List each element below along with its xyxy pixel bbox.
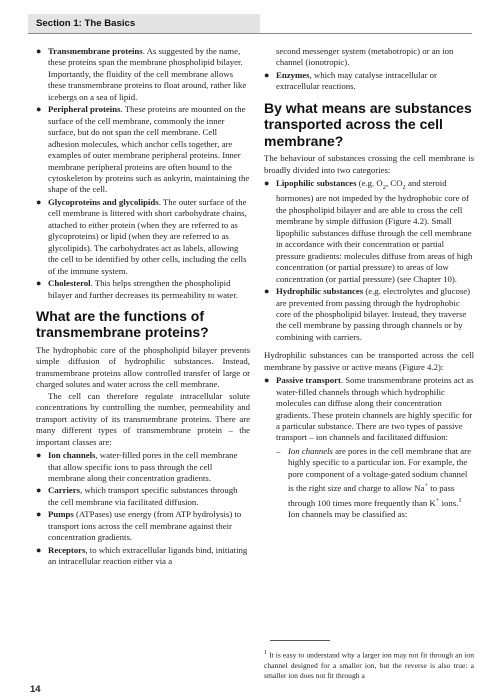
section-heading: By what means are substances transported across the cell membrane? bbox=[264, 99, 472, 149]
list-term: Transmembrane proteins bbox=[48, 46, 143, 56]
header-divider bbox=[28, 33, 472, 34]
list-term: Peripheral proteins bbox=[48, 104, 121, 115]
bullet-icon: ● bbox=[264, 286, 270, 297]
list-item bbox=[36, 485, 250, 508]
list-text: are pores in the cell membrane that are highly specific to a particular ion. For example, the pore component of a voltage-gated sodium channel is the right size and charge to allow Na bbox=[288, 445, 471, 494]
paragraph: The behaviour of substances crossing the cell membrane is broadly divided into two categories: bbox=[264, 153, 474, 175]
bullet-icon: ● bbox=[36, 544, 42, 555]
list-term: Carriers bbox=[48, 485, 81, 496]
list-term: Ion channels bbox=[48, 450, 96, 461]
list-text: and steroid hormones) are not impeded by the hydrophobic core of the phospholipid bilayer and are able to cross the cell membrane by simple diffusion (Figure 4.2). Small lipophilic substances diffuse through the cell membrane in accordance with their concentration or partial pressure gradients: molecules diffuse from areas of high concentration (or partial pressure) to areas of low concentration (or partial pressure) (see Chapter 10). bbox=[276, 178, 473, 284]
bullet-icon: ● bbox=[264, 375, 270, 386]
list-term: Passive transport bbox=[276, 375, 341, 386]
list-text: , which transport specific substances through the cell membrane via facilitated diffusion. bbox=[48, 485, 238, 507]
paragraph: The cell can therefore regulate intracellular solute concentrations by controlling the number, permeability and transport activity of its transmembrane proteins. There are many different types of transmembrane protein – the important classes are: bbox=[36, 390, 250, 447]
left-column bbox=[36, 46, 250, 569]
footnote-divider bbox=[270, 640, 330, 641]
right-column bbox=[264, 46, 474, 521]
list-item bbox=[36, 509, 250, 543]
paragraph: The hydrophobic core of the phospholipid bilayer prevents simple diffusion of hydrophilic substances. Instead, transmembrane proteins allow controlled transfer of large or charged solutes and water across the cell membrane. bbox=[36, 344, 250, 390]
list-item-continued bbox=[264, 46, 474, 69]
bullet-icon: ● bbox=[36, 278, 42, 289]
footnote bbox=[264, 648, 474, 681]
sub-list-item bbox=[276, 446, 474, 521]
list-item bbox=[264, 178, 474, 285]
substance-categories-list bbox=[264, 178, 474, 343]
bullet-icon: ● bbox=[36, 46, 42, 56]
list-text: , water-filled pores in the cell membrane that allow specific ions to pass through the cell membrane along their concentration gradients. bbox=[48, 450, 238, 483]
bullet-icon: ● bbox=[36, 450, 42, 461]
list-term: Cholesterol bbox=[48, 278, 91, 289]
list-term: Enzymes bbox=[276, 69, 310, 80]
list-text: . This helps strengthen the phospholipid bilayer and further decreases its permeability to water. bbox=[48, 278, 238, 300]
list-text: , to which extracellular ligands bind, initiating an intracellular reaction either via a bbox=[48, 544, 248, 567]
list-text: (e.g. electrolytes and glucose) are prevented from passing through the hydrophobic core of the phospholipid bilayer. Instead, they traverse the cell membrane by passing through channels or by combining with carriers. bbox=[276, 286, 471, 342]
list-item bbox=[264, 286, 474, 343]
list-item bbox=[264, 70, 474, 93]
list-text: , CO bbox=[385, 178, 403, 189]
list-item bbox=[36, 104, 250, 196]
list-item bbox=[36, 197, 250, 277]
continued-list bbox=[264, 46, 474, 93]
list-term: Pumps bbox=[48, 509, 74, 520]
footnote-text: It is easy to understand why a larger ion may not fit through an ion channel designed for a smaller ion, but the reverse is also true: a smaller ion does not fit through a bbox=[264, 650, 474, 680]
paragraph: Hydrophilic substances can be transported across the cell membrane by passive or active means (Figure 4.2): bbox=[264, 350, 474, 372]
list-text: second messenger system (metabotropic) or an ion channel (ionotropic). bbox=[276, 46, 454, 68]
list-term: Lipophilic substances bbox=[276, 178, 357, 189]
list-text: . As suggested by the name, these proteins span the membrane phospholipid bilayer. Importantly, the fluidity of the cell membrane allows these transmembrane proteins to float around, rather like icebergs on a sea of lipid. bbox=[48, 46, 247, 102]
list-text: . These proteins are mounted on the surface of the cell membrane, commonly the inner surface, but do not span the cell membrane. Cell adhesion molecules, which anchor cells together, are examples of outer membrane peripheral proteins. Inner membrane peripheral proteins are often bound to the cytoskeleton by proteins such as ankyrin, maintaining the shape of the cell. bbox=[48, 104, 250, 195]
list-text: ions. bbox=[439, 497, 459, 508]
bullet-icon: ● bbox=[36, 196, 42, 207]
list-term: Glycoproteins and glycolipids bbox=[48, 196, 159, 207]
list-term: Hydrophilic substances bbox=[276, 286, 364, 297]
footnote-mark: 1 bbox=[264, 650, 267, 656]
list-text: to pass through 100 times more frequently than K bbox=[288, 483, 455, 508]
list-term: Receptors bbox=[48, 544, 86, 555]
list-item bbox=[36, 545, 250, 568]
superscript: + bbox=[424, 482, 429, 490]
list-text: , which may catalyse intracellular or extracellular reactions. bbox=[276, 69, 437, 92]
membrane-components-list bbox=[36, 46, 250, 301]
list-item bbox=[36, 46, 250, 103]
page-number: 14 bbox=[30, 684, 41, 695]
subscript: 2 bbox=[402, 183, 406, 191]
footnote-reference: 1 bbox=[458, 496, 462, 504]
superscript: + bbox=[435, 496, 440, 504]
list-item bbox=[264, 375, 474, 520]
transmembrane-protein-classes-list bbox=[36, 450, 250, 568]
subscript: 2 bbox=[382, 183, 386, 191]
section-heading: What are the functions of transmembrane proteins? bbox=[36, 307, 209, 341]
section-title: Section 1: The Basics bbox=[36, 18, 136, 29]
list-text: (ATPases) use energy (from ATP hydrolysis) to transport ions across the cell membrane against their concentration gradients. bbox=[48, 509, 242, 543]
bullet-icon: ● bbox=[264, 178, 270, 189]
bullet-icon: ● bbox=[264, 69, 270, 80]
list-text: . Some transmembrane proteins act as water-filled channels through which hydrophilic molecules can diffuse along their concentration gradients. These protein channels are highly specific for a particular substance. There are two types of passive transport – ion channels and facilitated diffusion: bbox=[276, 375, 474, 443]
list-item bbox=[36, 450, 250, 484]
list-item bbox=[36, 278, 250, 301]
list-text: . The outer surface of the cell membrane is littered with short carbohydrate chains, attached to either protein (when they are referred to as glycoproteins) or lipid (when they are referred to as glycolipids). The carbohydrates act as labels, allowing the cell to be identified by other cells, including the cells of the immune system. bbox=[48, 196, 247, 276]
transport-types-list bbox=[264, 375, 474, 520]
dash-icon: – bbox=[276, 445, 281, 456]
list-text: Ion channels may be classified as: bbox=[288, 509, 408, 520]
list-term: Ion channels bbox=[288, 445, 333, 456]
bullet-icon: ● bbox=[36, 509, 42, 520]
bullet-icon: ● bbox=[36, 485, 42, 496]
running-header bbox=[28, 14, 260, 33]
list-text: (e.g. O bbox=[356, 178, 383, 189]
bullet-icon: ● bbox=[36, 104, 42, 115]
